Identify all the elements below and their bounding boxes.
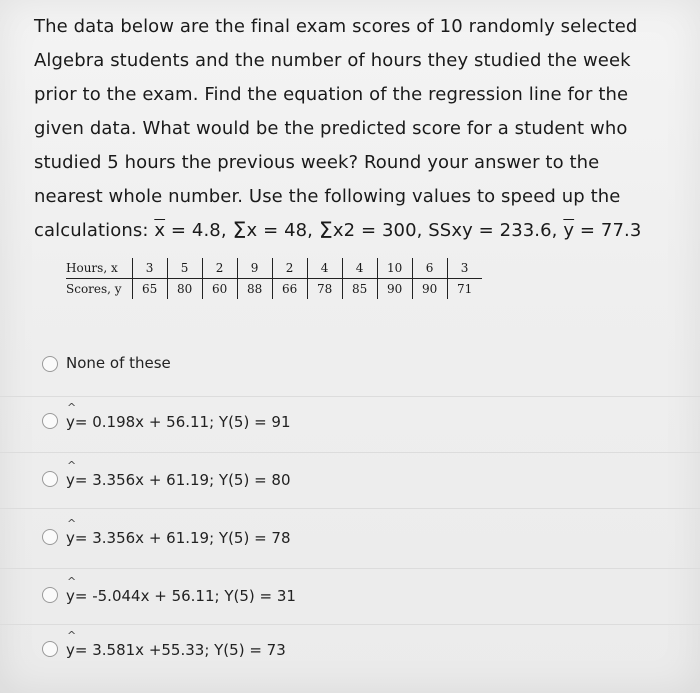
- answer-option[interactable]: [0, 568, 700, 625]
- scores-cell: 90: [412, 279, 447, 300]
- scores-cell: 90: [377, 279, 412, 300]
- question-line: given data. What would be the predicted score for a student who: [34, 118, 628, 139]
- option-label: [66, 587, 296, 605]
- radio-button[interactable]: [42, 641, 58, 657]
- sum-x2-value: x2 = 300, SSxy = 233.6,: [332, 220, 564, 241]
- scores-cell: 71: [447, 279, 482, 300]
- scores-cell: 65: [132, 279, 167, 300]
- option-equation: = 3.581x +55.33; Y(5) = 73: [74, 641, 286, 659]
- question-line: prior to the exam. Find the equation of the regression line for the: [34, 84, 629, 105]
- y-hat-symbol: ^ y: [66, 641, 75, 659]
- ybar-value: = 77.3: [574, 220, 642, 241]
- scores-cell: 80: [167, 279, 202, 300]
- hours-cell: 4: [342, 258, 377, 279]
- question-line: Algebra students and the number of hours they studied the week: [34, 50, 631, 71]
- calc-prefix: calculations:: [34, 220, 155, 241]
- option-label: None of these: [66, 354, 171, 372]
- option-label: [66, 471, 291, 489]
- y-hat-symbol: ^ y: [66, 413, 75, 431]
- xbar-value: = 4.8,: [165, 220, 233, 241]
- xbar-symbol: $\overline{x}$: [154, 220, 166, 241]
- radio-button[interactable]: [42, 413, 58, 429]
- calculations-line: [34, 214, 694, 249]
- question-text: [34, 10, 694, 249]
- option-label: [66, 529, 291, 547]
- hours-row: [66, 258, 482, 279]
- question-line: The data below are the final exam scores of 10 randomly selected: [34, 16, 638, 37]
- hours-cell: 5: [167, 258, 202, 279]
- option-label: [66, 641, 286, 659]
- option-equation: = 0.198x + 56.11; Y(5) = 91: [74, 413, 291, 431]
- y-hat-symbol: ^ y: [66, 471, 75, 489]
- answer-option[interactable]: [0, 340, 700, 396]
- answer-option[interactable]: [0, 396, 700, 453]
- radio-button[interactable]: [42, 471, 58, 487]
- y-hat-symbol: ^ y: [66, 587, 75, 605]
- hours-cell: 10: [377, 258, 412, 279]
- hours-cell: 2: [272, 258, 307, 279]
- sum-icon: Σ: [318, 219, 333, 244]
- scores-label: Scores, y: [66, 282, 122, 296]
- scores-cell: 66: [272, 279, 307, 300]
- hours-cell: 3: [447, 258, 482, 279]
- scores-cell: 78: [307, 279, 342, 300]
- radio-button[interactable]: [42, 529, 58, 545]
- option-label: [66, 413, 291, 431]
- data-table: [66, 258, 482, 299]
- option-equation: = 3.356x + 61.19; Y(5) = 78: [74, 529, 291, 547]
- y-hat-symbol: ^ y: [66, 529, 75, 547]
- question-line: nearest whole number. Use the following values to speed up the: [34, 186, 621, 207]
- question-line: studied 5 hours the previous week? Round your answer to the: [34, 152, 600, 173]
- answer-option[interactable]: [0, 624, 700, 681]
- radio-button[interactable]: [42, 587, 58, 603]
- sum-x-value: x = 48,: [246, 220, 319, 241]
- hours-cell: 6: [412, 258, 447, 279]
- hours-label: Hours, x: [66, 258, 132, 279]
- answer-option[interactable]: [0, 452, 700, 509]
- scores-row: [66, 279, 482, 300]
- option-equation: = -5.044x + 56.11; Y(5) = 31: [74, 587, 296, 605]
- hours-cell: 2: [202, 258, 237, 279]
- hours-cell: 4: [307, 258, 342, 279]
- scores-cell: 85: [342, 279, 377, 300]
- hours-cell: 3: [132, 258, 167, 279]
- ybar-symbol: $\overline{y}$: [563, 220, 575, 241]
- option-equation: = 3.356x + 61.19; Y(5) = 80: [74, 471, 291, 489]
- hours-cell: 9: [237, 258, 272, 279]
- answer-option[interactable]: [0, 508, 700, 565]
- scores-cell: 88: [237, 279, 272, 300]
- sum-icon: Σ: [232, 219, 247, 244]
- radio-button[interactable]: [42, 356, 58, 372]
- scores-cell: 60: [202, 279, 237, 300]
